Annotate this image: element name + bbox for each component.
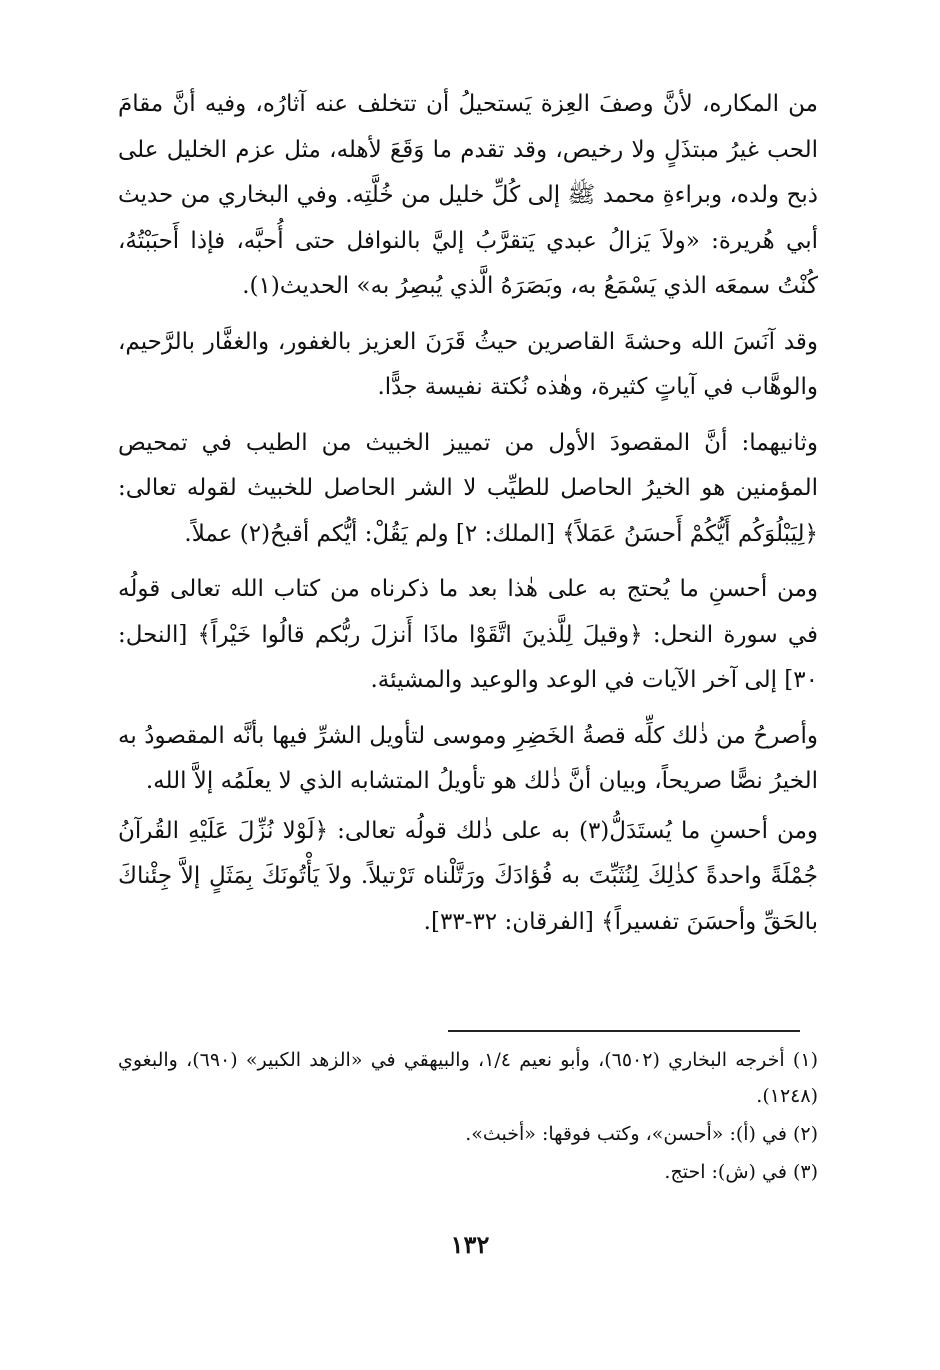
footnote-separator bbox=[448, 1030, 800, 1032]
paragraph-2: وقد آنَسَ الله وحشةَ القاصرين حيثُ قَرَنَ العزيز بالغفور، والغفَّار بالرَّحيم، والوهَّاب في آياتٍ كثيرة، وهٰذه نُكتة نفيسة جدًّا. bbox=[118, 328, 818, 400]
paragraph-3: وثانيهما: أنَّ المقصودَ الأول من تمييز الخبيث من الطيب في تمحيص المؤمنين هو الخيرُ الحاصل للطيِّب لا الشر الحاصل للخبيث لقوله تعالى: ﴿لِيَبْلُوَكُم أَيُّكُمْ أَحسَنُ عَمَلاً﴾ [الملك: ٢] ولم يَقُلْ: أيُّكم أقبحُ(٢) عملاً. bbox=[118, 429, 818, 547]
paragraph-4: ومن أحسنِ ما يُحتج به على هٰذا بعد ما ذكرناه من كتاب الله تعالى قولُه في سورة النحل: ﴿وقيلَ لِلَّذينَ اتَّقَوْا ماذَا أَنزلَ ربُّكم قالُوا خَيْراً﴾ [النحل: ٣٠] إلى آخر الآيات في الوعد والوعيد والمشيئة. bbox=[118, 576, 818, 693]
paragraph-1: من المكاره، لأنَّ وصفَ العِزة يَستحيلُ أن تتخلف عنه آثارُه، وفيه أنَّ مقامَ الحب غيرُ مبتذَلٍ ولا رخيص، وقد تقدم ما وَقَعَ لأهله، مثل عزم الخليل على ذبح ولده، وبراءةِ محمد ﷺ إلى كُلِّ خليل من خُلَّتِه. وفي البخاري من حديث أبي هُريرة: «ولاَ يَزالُ عبدي يَتقرَّبُ إليَّ بالنوافل حتى أُحبَّه، فإذا أَحبَبْتُهُ، كُنْتُ سمعَه الذي يَسْمَعُ به، وبَصَرَهُ الَّذي يُبصِرُ به» الحديث(١). bbox=[118, 91, 818, 299]
footnote-2: (٢) في (أ): «أحسن»، وكتب فوقها: «أخبث». bbox=[465, 1123, 818, 1145]
paragraph-6: ومن أحسنِ ما يُستَدَلُّ(٣) به على ذٰلك قولُه تعالى: ﴿لَوْلا نُزِّلَ عَلَيْهِ القُرآنُ جُمْلَةً واحدةً كذٰلِكَ لِنُثَبِّتَ به فُؤادَكَ ورَتَّلْناه تَرْتيلاً. ولاَ يَأْتُونَكَ بِمَثَلٍ إلاَّ جِئْناكَ بالحَقِّ وأحسَنَ تفسيراً﴾ [الفرقان: ٣٢-٣٣]. bbox=[118, 817, 818, 935]
paragraph-5: وأصرحُ من ذٰلك كلِّه قصةُ الخَضِرِ وموسى لتأويل الشرِّ فيها بأنَّه المقصودُ به الخيرُ نصًّا صريحاً، وبيان أنَّ ذٰلك هو تأويلُ المتشابه الذي لا يعلَمُه إلاَّ الله. bbox=[118, 722, 818, 794]
footnote-1: (١) أخرجه البخاري (٦٥٠٢)، وأبو نعيم ١/٤، والبيهقي في «الزهد الكبير» (٦٩٠)، والبغوي (١٢٤٨). bbox=[118, 1049, 818, 1107]
page-number: ١٣٢ bbox=[450, 1230, 490, 1259]
footnotes bbox=[118, 1042, 818, 1192]
footnote-3: (٣) في (ش): احتج. bbox=[664, 1161, 818, 1183]
main-text bbox=[118, 82, 818, 955]
